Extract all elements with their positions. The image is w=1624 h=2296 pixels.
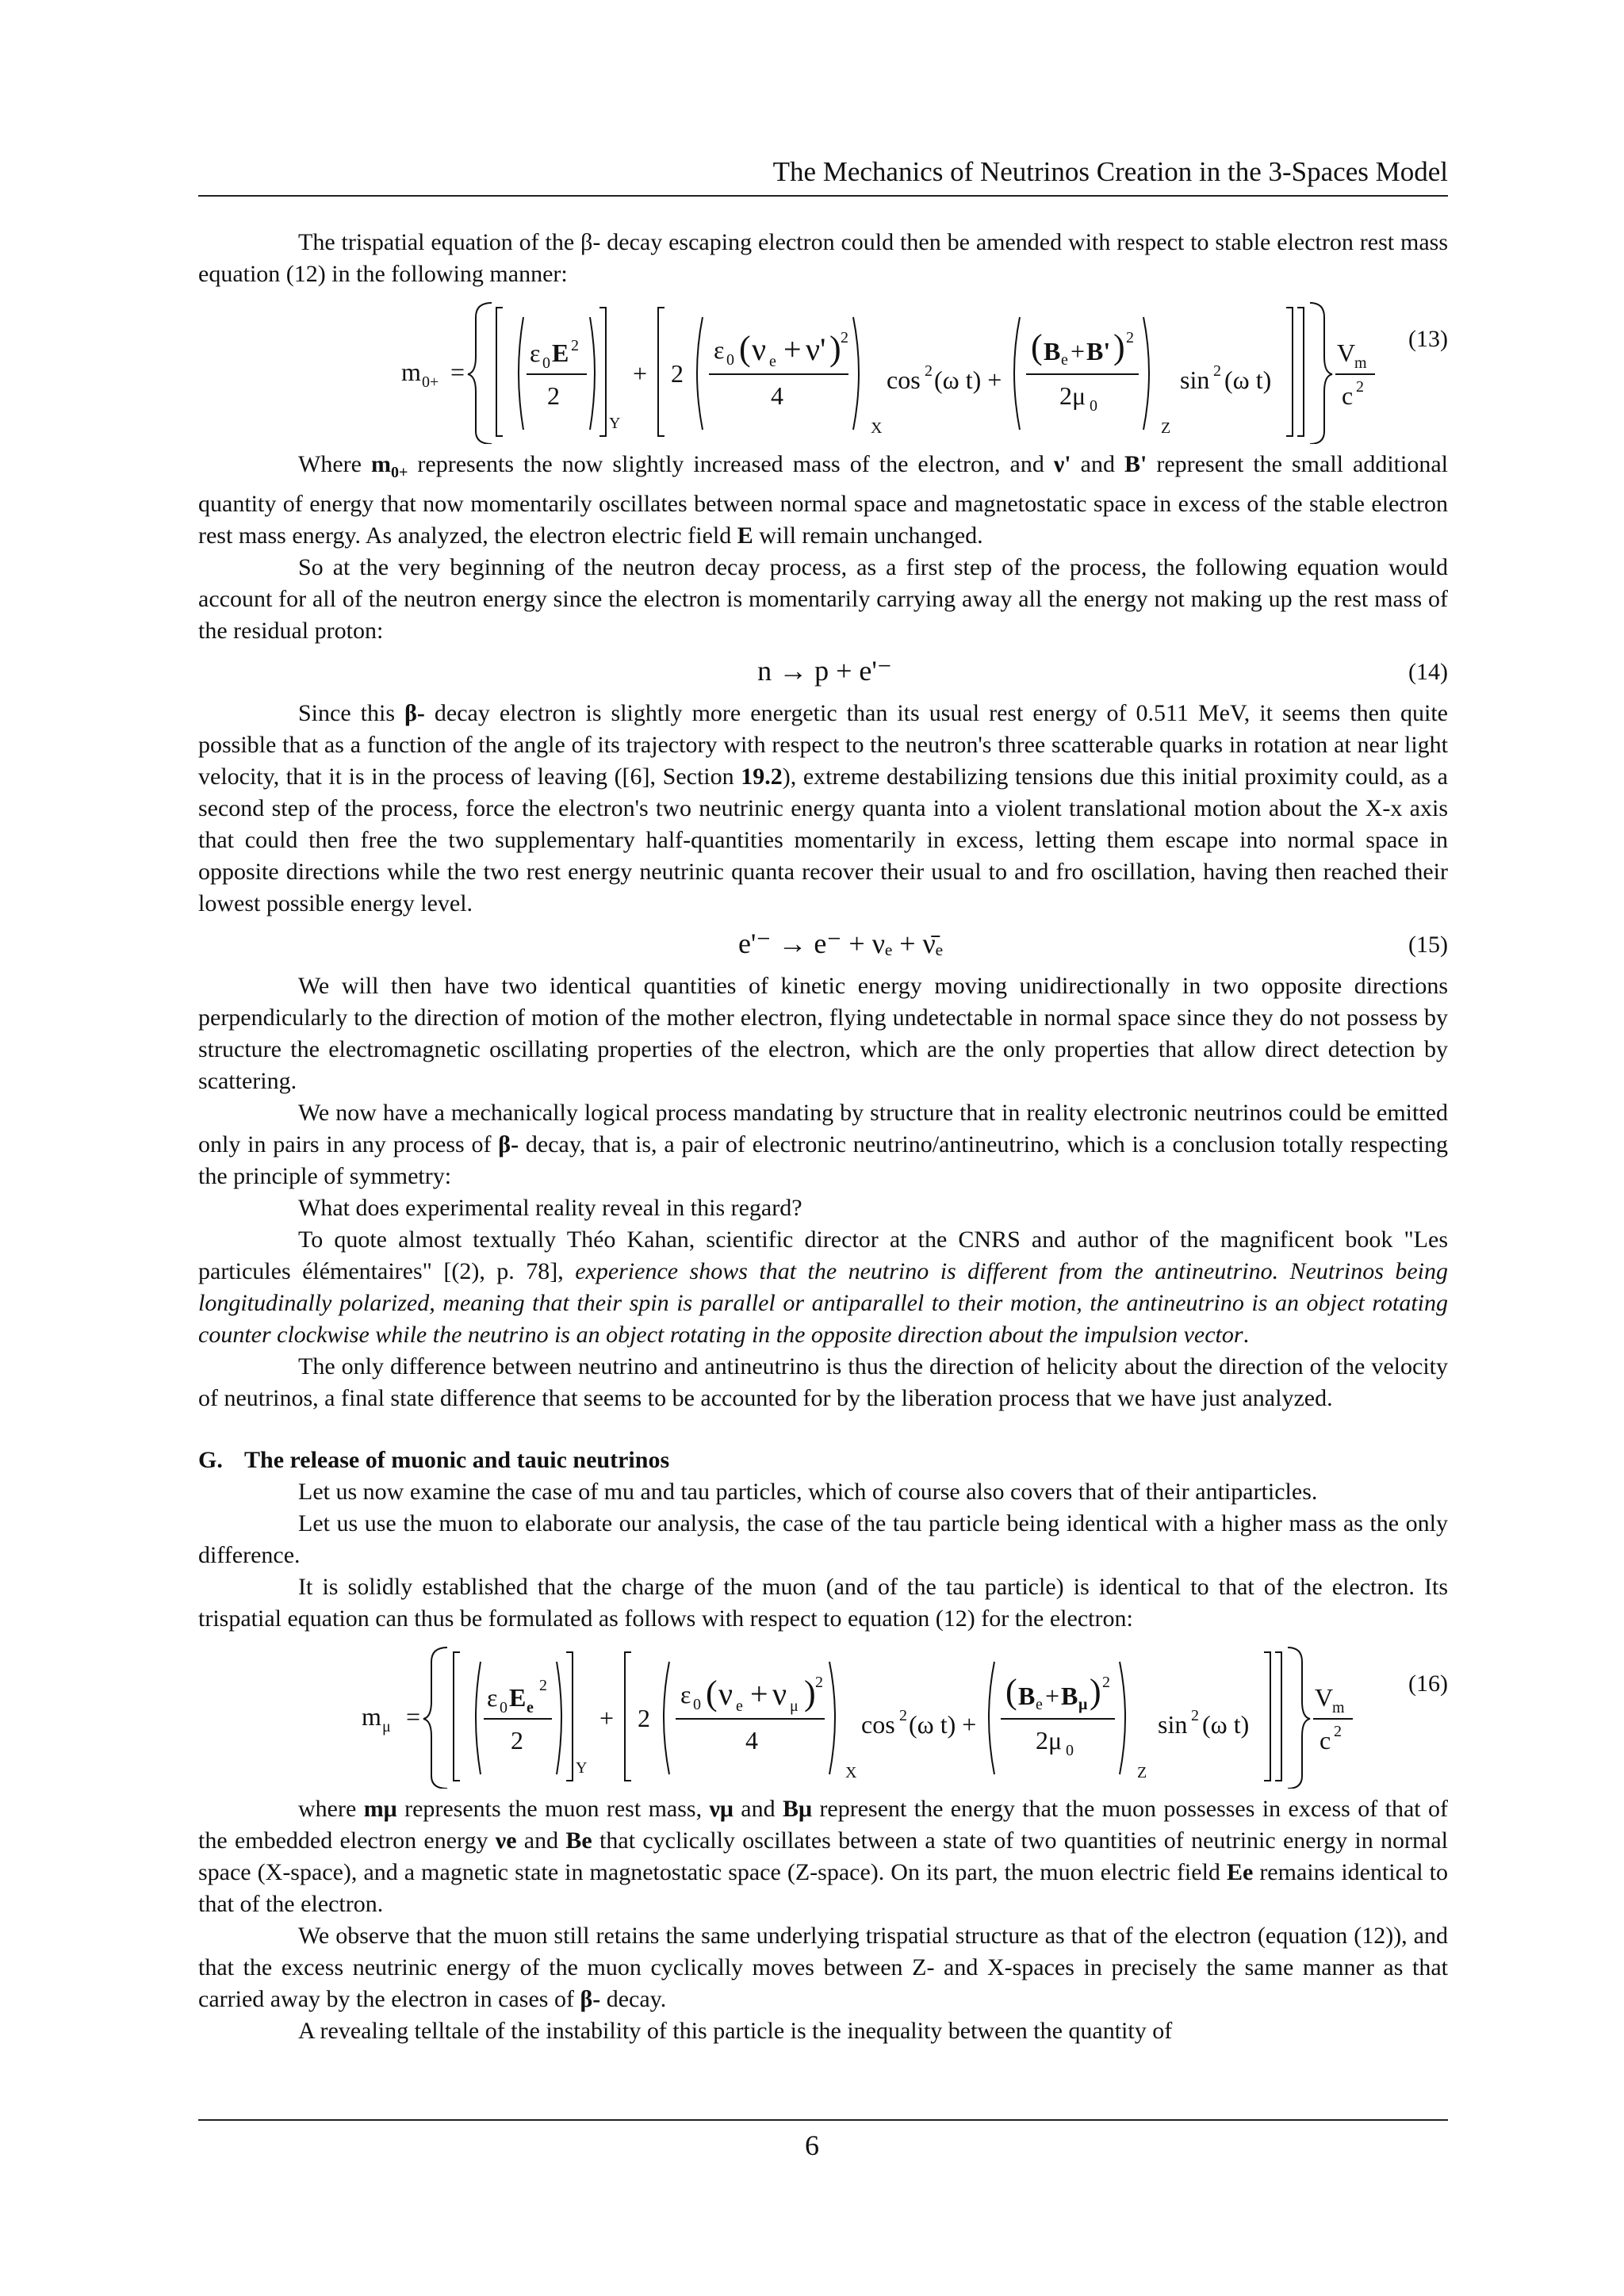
equation-number: (15) [1408,932,1448,958]
svg-text:X: X [845,1764,857,1781]
paragraph: where mμ represents the muon rest mass, νμ and Bμ represent the energy that the muon possesses in excess of that of the embedded electron energy νe and Be that cyclically oscillates between a state of two quantities of neutrinic energy in normal space (X-space), and a magnetic state in magnetostatic space (Z-space). On its part, the muon electric field Ee remains identical to that of the electron. [198,1796,1448,1917]
svg-text:(: ( [1005,1672,1017,1711]
svg-text:cos: cos [861,1710,895,1739]
svg-text:2: 2 [511,1726,523,1755]
svg-text:0+: 0+ [422,373,439,391]
svg-text:2: 2 [1213,362,1221,380]
svg-text:0: 0 [726,351,734,369]
svg-text:ε: ε [530,339,541,367]
svg-text:Y: Y [576,1759,588,1777]
svg-text:ν: ν [752,331,767,367]
svg-text:+: + [750,1676,768,1712]
svg-text:2: 2 [841,329,848,346]
svg-text:μ: μ [790,1697,799,1715]
svg-text:(: ( [706,1674,718,1712]
svg-text:(ω t): (ω t) [1202,1710,1250,1739]
svg-text:ν: ν [772,1676,787,1712]
svg-text:m: m [1354,354,1367,372]
equation-14-formula: n → p + e'⁻ [757,655,892,687]
svg-text:sin: sin [1180,365,1210,394]
svg-text:ν': ν' [806,331,826,367]
svg-text:0: 0 [1066,1742,1074,1759]
equation-15-formula: e'⁻ → e⁻ + νₑ + ν̄ₑ [737,928,944,959]
svg-text:): ) [829,329,841,368]
svg-text:2: 2 [1356,378,1364,396]
svg-text:(: ( [1031,327,1043,366]
svg-text:e: e [1061,351,1068,369]
svg-text:): ) [1090,1672,1101,1711]
equation-15 [198,920,1448,970]
equation-16 [198,1638,1448,1789]
svg-text:2: 2 [539,1677,547,1694]
svg-text:ε: ε [487,1683,498,1712]
svg-text:μ: μ [1078,1696,1088,1713]
section-heading [198,1445,1448,1476]
svg-text:2: 2 [899,1707,907,1724]
svg-text:2μ: 2μ [1036,1726,1063,1755]
svg-text:Y: Y [609,415,621,432]
svg-text:2: 2 [1191,1707,1199,1724]
paragraph: We now have a mechanically logical process mandating by structure that in reality electronic neutrinos could be emitted only in pairs in any process of β- decay, that is, a pair of electronic neutrino/antineutrino, which is a conclusion totally respecting the principle of symmetry: [198,1100,1448,1189]
paragraph: What does experimental reality reveal in this regard? [298,1195,802,1221]
header-rule [198,195,1448,197]
svg-text:m: m [401,358,421,386]
paragraph: Let us now examine the case of mu and tau particles, which of course also covers that of their antiparticles. [298,1479,1318,1505]
svg-text:+: + [1071,337,1086,365]
svg-text:): ) [1113,327,1125,366]
svg-text:e: e [1036,1696,1043,1713]
svg-text:m: m [1332,1699,1345,1716]
svg-text:4: 4 [771,381,783,410]
svg-text:2: 2 [571,337,579,354]
svg-text:0: 0 [542,354,550,372]
svg-text:(ω t): (ω t) [1224,365,1272,394]
svg-text:X: X [871,419,883,437]
svg-text:cos: cos [887,365,921,394]
svg-text:V: V [1337,339,1356,367]
svg-text:c: c [1320,1726,1331,1755]
svg-text:V: V [1315,1683,1334,1712]
paragraph: Let us use the muon to elaborate our analysis, the case of the tau particle being identical with a higher mass as the only difference. [198,1510,1448,1568]
svg-text:(ω t) +: (ω t) + [934,365,1002,394]
equation-number: (13) [1408,326,1448,352]
svg-text:2: 2 [671,359,684,388]
svg-text:m: m [362,1702,381,1731]
svg-text:4: 4 [745,1726,758,1755]
paragraph: It is solidly established that the charge of the muon (and of the tau particle) is identical to that of the electron. Its trispatial equation can thus be formulated as follows with respect to equation (12) for the electron: [198,1574,1448,1632]
svg-text:+: + [1045,1682,1060,1710]
svg-text:2: 2 [815,1674,823,1691]
equation-16-formula [198,1638,1448,1789]
paragraph: So at the very beginning of the neutron decay process, as a first step of the process, the following equation would account for all of the neutron energy since the electron is momentarily carrying away all the energy not making up the rest mass of the residual proton: [198,554,1448,644]
svg-text:+: + [633,359,648,388]
svg-text:2: 2 [1126,329,1134,346]
svg-text:sin: sin [1158,1710,1188,1739]
svg-text:c: c [1342,381,1354,410]
svg-text:e: e [769,353,776,370]
svg-text:2: 2 [1334,1723,1342,1740]
footer-rule [198,2119,1448,2121]
svg-text:2: 2 [925,362,933,380]
svg-text:): ) [804,1674,816,1712]
svg-text:ε: ε [714,335,725,364]
svg-text:(: ( [739,329,751,368]
running-header: The Mechanics of Neutrinos Creation in the 3-Spaces Model [772,156,1448,187]
paragraph: The trispatial equation of the β- decay escaping electron could then be amended with respect to stable electron rest mass equation (12) in the following manner: [198,229,1448,287]
equation-13-formula [198,293,1448,444]
svg-text:e: e [736,1697,743,1715]
svg-text:B: B [1018,1682,1036,1710]
svg-text:0: 0 [500,1699,508,1716]
svg-text:0: 0 [1090,397,1097,415]
equation-13 [198,293,1448,444]
equation-number: (16) [1408,1670,1448,1697]
svg-text:0: 0 [693,1696,701,1713]
page-number: 6 [805,2130,819,2161]
svg-text:B: B [1061,1682,1078,1710]
equation-14 [198,647,1448,698]
svg-text:=: = [406,1702,421,1731]
section-letter: G. [198,1447,223,1473]
svg-text:2: 2 [638,1704,650,1732]
svg-text:2μ: 2μ [1059,381,1086,410]
svg-text:B': B' [1086,337,1111,365]
svg-text:+: + [599,1704,615,1732]
svg-text:ν: ν [718,1676,733,1712]
svg-text:2: 2 [1102,1674,1110,1691]
svg-text:(ω t) +: (ω t) + [909,1710,977,1739]
section-title: The release of muonic and tauic neutrinos [244,1447,670,1473]
svg-text:ε: ε [680,1680,691,1709]
paragraph: A revealing telltale of the instability of this particle is the inequality between the quantity of [298,2018,1173,2044]
svg-text:μ: μ [382,1718,391,1735]
paragraph: The only difference between neutrino and antineutrino is thus the direction of helicity about the direction of the velocity of neutrinos, a final state difference that seems to be accounted for by the liberation process that we have just analyzed. [198,1353,1448,1411]
paragraph: To quote almost textually Théo Kahan, scientific director at the CNRS and author of the magnificent book "Les particules élémentaires" [(2), p. 78], experience shows that the neutrino is different from the antineutrino. Neutrinos being longitudinally polarized, meaning that their spin is parallel or antiparallel to their motion, the antineutrino is an object rotating counter clockwise while the neutrino is an object rotating in the opposite direction about the impulsion vector. [198,1226,1449,1348]
paragraph: Since this β- decay electron is slightly more energetic than its usual rest energy of 0.511 MeV, it seems then quite possible that as a function of the angle of its trajectory with respect to the neutron's three scatterable quarks in rotation at near light velocity, that it is in the process of leaving ([6], Section 19.2), extreme destabilizing tensions due this initial proximity could, as a second step of the process, force the electron's two neutrinic energy quanta into a violent translational motion about the X-x axis that could then free the two supplementary half-quantities momentarily in excess, letting them escape into normal space in opposite directions while the two rest energy neutrinic quanta recover their usual to and fro oscillation, having then reached their lowest possible energy level. [198,700,1448,916]
svg-text:Z: Z [1161,419,1171,437]
svg-text:+: + [783,331,802,367]
svg-text:2: 2 [547,381,560,410]
paragraph: Where $m_{0+}$ represents the now slightly increased mass of the electron, and ν' and B' represent the small additional quantity of energy that now momentarily oscillates between normal space and magnetostatic space in excess of the stable electron rest mass energy. As analyzed, the electron electric field E will remain unchanged. [198,451,1448,549]
svg-text:e: e [527,1699,534,1716]
svg-text:B: B [1044,337,1061,365]
paragraph: We observe that the muon still retains the same underlying trispatial structure as that of the electron (equation (12)), and that the excess neutrinic energy of the muon cyclically moves between Z- and X-spaces in precisely the same manner as that carried away by the electron in cases of β- decay. [198,1923,1448,2012]
equation-number: (14) [1408,659,1448,685]
paragraph: We will then have two identical quantities of kinetic energy moving unidirectionally in two opposite directions perpendicularly to the direction of motion of the mother electron, flying undetectable in normal space since they do not possess by structure the electromagnetic oscillating properties of the electron, which are the only properties that allow direct detection by scattering. [198,973,1448,1094]
svg-text:Z: Z [1137,1764,1147,1781]
svg-text:=: = [450,358,465,386]
svg-text:E: E [552,339,569,367]
page-body [198,227,1448,2047]
svg-text:E: E [509,1683,527,1712]
